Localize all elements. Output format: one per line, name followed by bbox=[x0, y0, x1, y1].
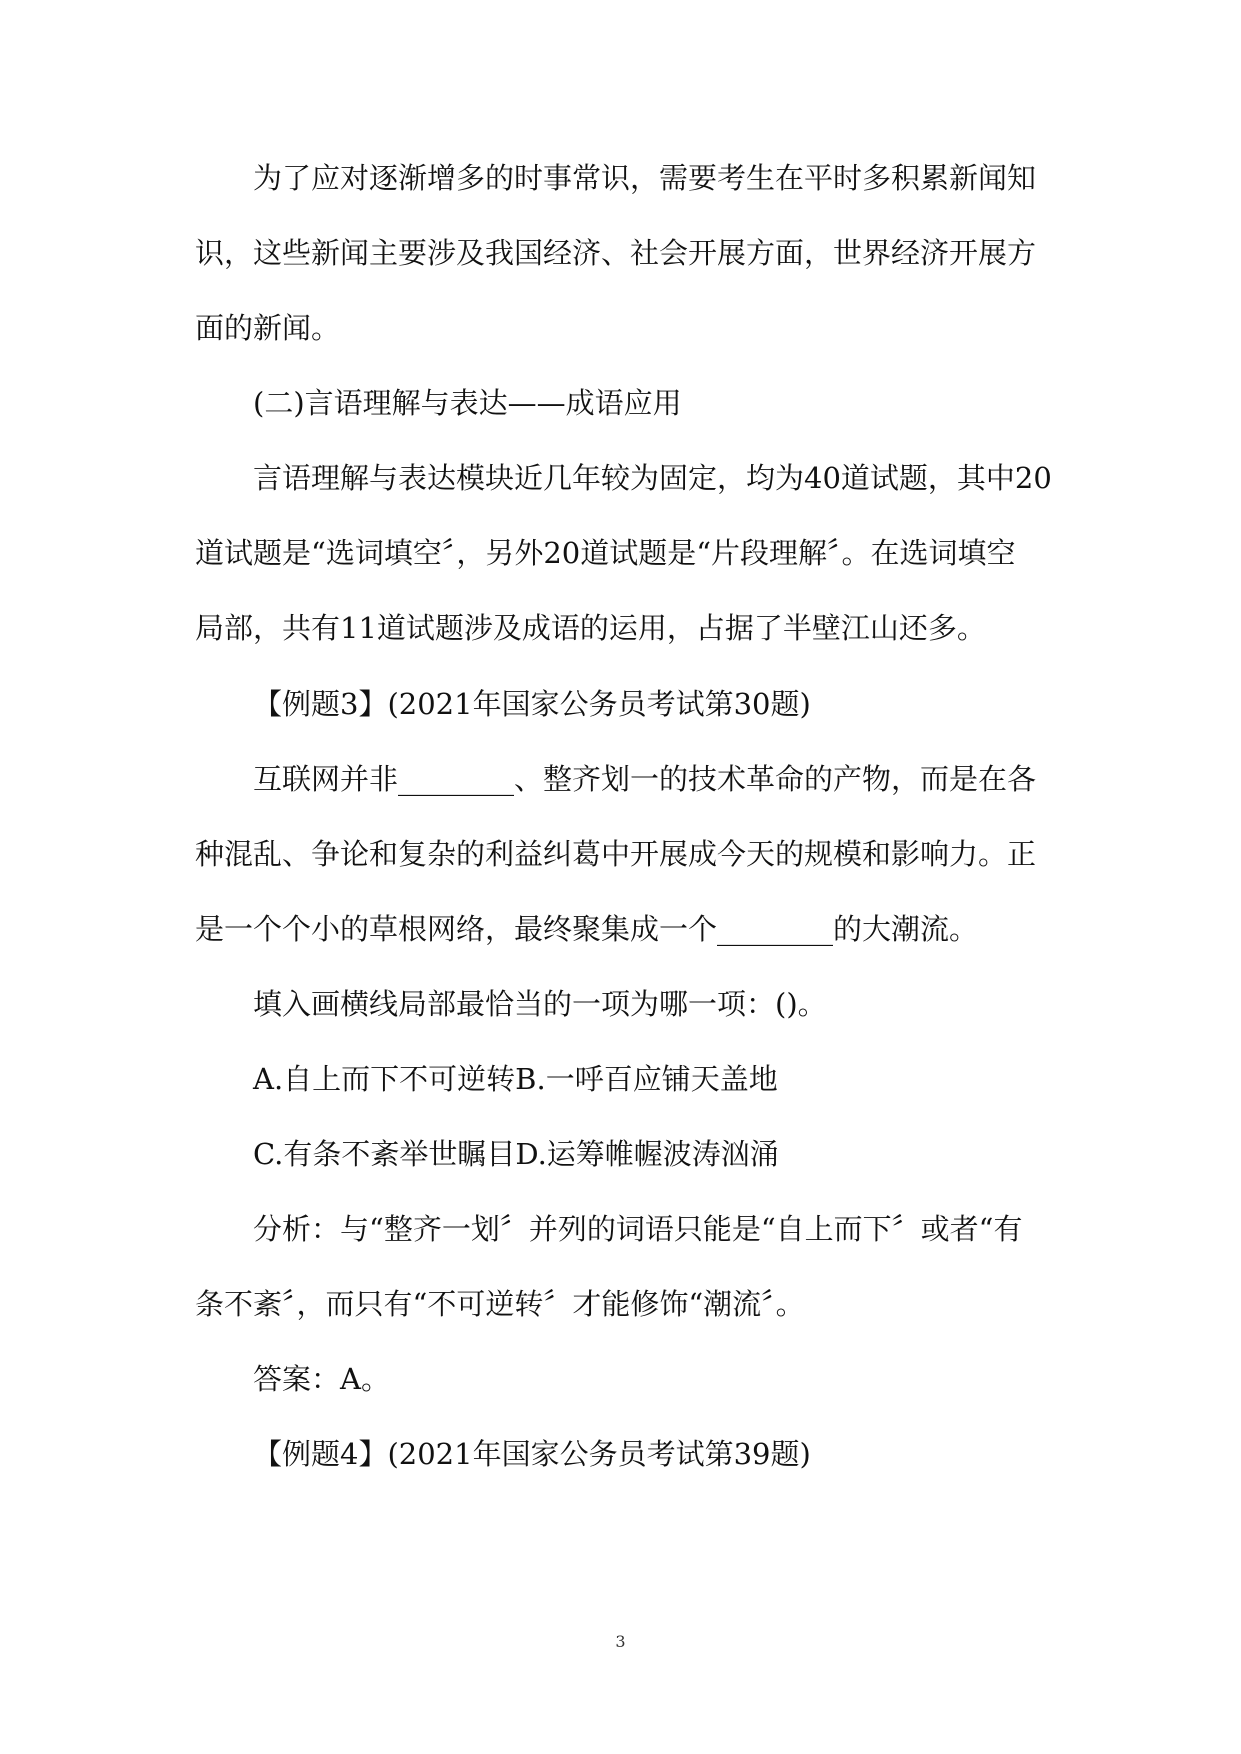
news-tip-line-3: 面的新闻。 bbox=[195, 311, 341, 345]
page-number: 3 bbox=[615, 1632, 626, 1651]
example-3-analysis-line-2: 条不紊〞，而只有“不可逆转〞才能修饰“潮流〞。 bbox=[195, 1287, 805, 1321]
section-intro-line-1: 言语理解与表达模块近几年较为固定，均为40道试题，其中20 bbox=[253, 461, 1052, 495]
section-heading: (二)言语理解与表达——成语应用 bbox=[253, 386, 682, 420]
example-3-options-a-b: A.自上而下不可逆转B.一呼百应铺天盖地 bbox=[253, 1062, 778, 1096]
example-3-options-c-d: C.有条不紊举世瞩目D.运筹帷幄波涛汹涌 bbox=[253, 1137, 779, 1171]
example-3-title: 【例题3】(2021年国家公务员考试第30题) bbox=[253, 687, 811, 721]
example-3-prompt: 填入画横线局部最恰当的一项为哪一项：()。 bbox=[253, 987, 827, 1021]
example-3-stem-line-1: 互联网并非________、整齐划一的技术革命的产物，而是在各 bbox=[253, 762, 1037, 796]
example-4-title: 【例题4】(2021年国家公务员考试第39题) bbox=[253, 1437, 811, 1471]
example-3-analysis-line-1: 分析：与“整齐一划〞并列的词语只能是“自上而下〞或者“有 bbox=[253, 1212, 1023, 1246]
example-3-stem-line-3: 是一个个小的草根网络，最终聚集成一个________的大潮流。 bbox=[195, 912, 979, 946]
news-tip-line-1: 为了应对逐渐增多的时事常识，需要考生在平时多积累新闻知 bbox=[253, 161, 1037, 195]
section-intro-line-3: 局部，共有11道试题涉及成语的运用，占据了半壁江山还多。 bbox=[195, 611, 986, 645]
example-3-stem-line-2: 种混乱、争论和复杂的利益纠葛中开展成今天的规模和影响力。正 bbox=[195, 837, 1037, 871]
section-intro-line-2: 道试题是“选词填空〞，另外20道试题是“片段理解〞。在选词填空 bbox=[195, 536, 1016, 570]
example-3-answer: 答案：A。 bbox=[253, 1362, 390, 1396]
news-tip-line-2: 识，这些新闻主要涉及我国经济、社会开展方面，世界经济开展方 bbox=[195, 236, 1037, 270]
